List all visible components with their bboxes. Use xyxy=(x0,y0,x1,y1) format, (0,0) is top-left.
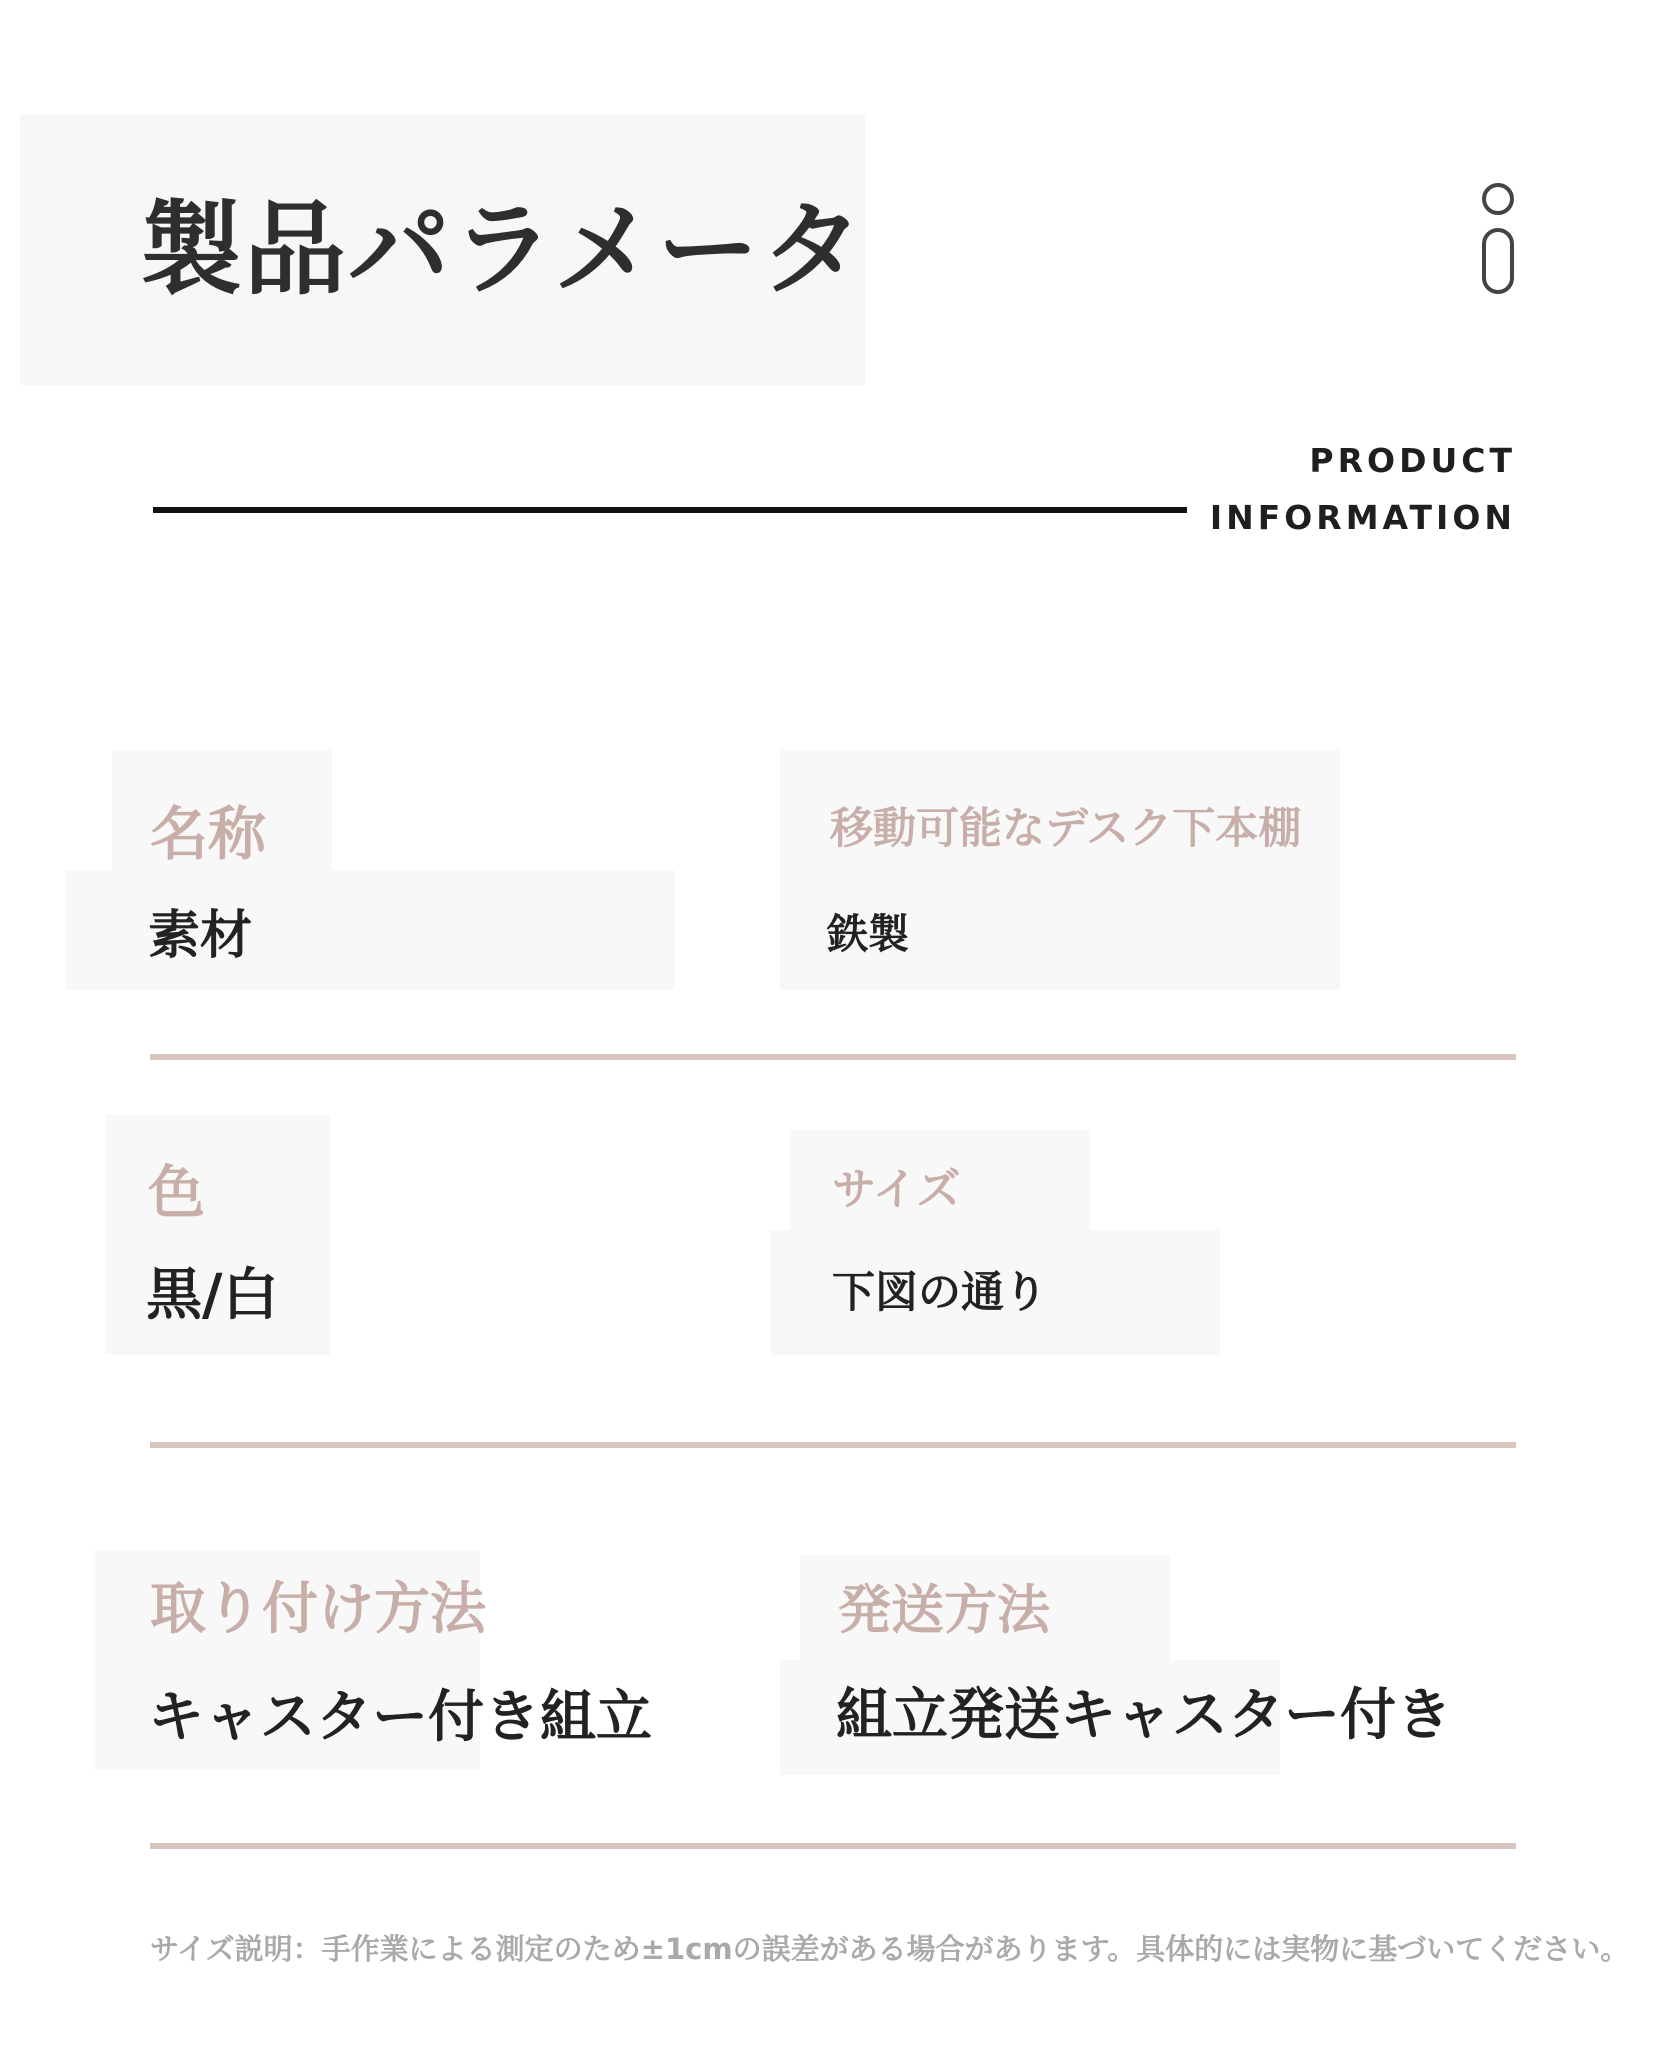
spec-label-installation: 取り付け方法 xyxy=(150,1577,486,1642)
page-title: 製品パラメータ xyxy=(140,191,865,310)
spec-value-color: 黒/白 xyxy=(146,1263,279,1328)
product-information-line2: INFORMATION xyxy=(1209,498,1516,537)
spec-value-name: 移動可能なデスク下本棚 xyxy=(830,804,1302,854)
section-divider xyxy=(150,1054,1516,1060)
spec-label-color: 色 xyxy=(148,1160,205,1226)
spec-value-installation: キャスター付き組立 xyxy=(148,1685,652,1750)
size-note: サイズ説明：手作業による測定のため±1cmの誤差がある場合があります。具体的には実物に基づいてください。 xyxy=(150,1932,1630,1966)
spec-value-material: 鉄製 xyxy=(827,910,909,958)
spec-label-shipping: 発送方法 xyxy=(838,1580,1050,1641)
section-divider xyxy=(150,1442,1516,1448)
spec-value-size: 下図の通り xyxy=(832,1268,1047,1318)
spec-value-shipping: 組立発送キャスター付き xyxy=(836,1683,1452,1748)
section-divider xyxy=(150,1843,1516,1849)
product-information-heading xyxy=(1210,432,1516,546)
header-divider xyxy=(153,507,1187,513)
toggle-icon xyxy=(1478,180,1518,298)
spec-label-size: サイズ xyxy=(832,1164,961,1215)
product-information-line1: PRODUCT xyxy=(1309,441,1516,480)
spec-label-material: 素材 xyxy=(148,906,253,966)
spec-label-name: 名称 xyxy=(150,800,267,868)
